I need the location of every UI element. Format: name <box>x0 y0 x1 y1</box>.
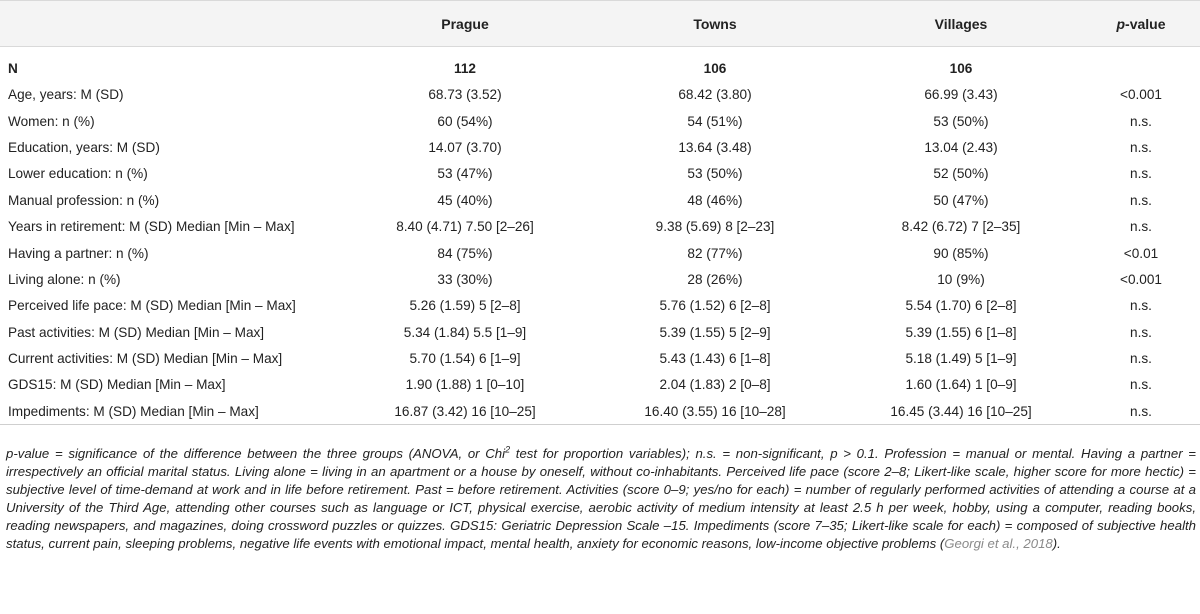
cell-prague: 60 (54%) <box>437 113 493 129</box>
table-row <box>0 82 1200 108</box>
cell-villages: 90 (85%) <box>933 245 989 261</box>
cell-towns: 16.40 (3.55) 16 [10–28] <box>590 398 840 424</box>
table-row <box>0 319 1200 345</box>
cell-towns: 5.39 (1.55) 5 [2–9] <box>659 324 771 340</box>
footnote-citation-link[interactable]: Georgi et al., 2018 <box>944 536 1053 551</box>
cell-towns: 82 (77%) <box>687 245 743 261</box>
cell-p-value: <0.01 <box>1123 245 1159 261</box>
cell-prague: 84 (75%) <box>437 245 493 261</box>
cell-prague: 1.90 (1.88) 1 [0–10] <box>405 377 525 393</box>
row-label: GDS15: M (SD) Median [Min – Max] <box>8 377 226 393</box>
cell-villages: 50 (47%) <box>933 192 989 208</box>
cell-villages: 5.54 (1.70) 6 [2–8] <box>905 298 1017 314</box>
cell-towns: 106 <box>703 60 727 76</box>
cell-p-value: n.s. <box>1130 192 1152 208</box>
cell-p-value <box>1082 47 1200 82</box>
cell-villages: 5.39 (1.55) 6 [1–8] <box>905 324 1017 340</box>
cell-p-value: n.s. <box>1130 324 1152 340</box>
cell-towns: 5.76 (1.52) 6 [2–8] <box>659 298 771 314</box>
header-p-italic: p <box>1116 15 1126 32</box>
row-label: Living alone: n (%) <box>8 271 121 287</box>
cell-villages: 16.45 (3.44) 16 [10–25] <box>840 398 1082 424</box>
table-header-row <box>0 1 1200 47</box>
footnote-part1: p-value = significance of the difference between the three groups (ANOVA, or Chi <box>6 446 506 461</box>
cell-prague: 8.40 (4.71) 7.50 [2–26] <box>396 219 534 235</box>
row-label: Impediments: M (SD) Median [Min – Max] <box>0 398 340 424</box>
row-label: Manual profession: n (%) <box>8 192 160 208</box>
table-row-n <box>0 47 1200 82</box>
cell-p-value: <0.001 <box>1120 87 1162 103</box>
table-row <box>0 134 1200 160</box>
header-p-value <box>1082 1 1200 47</box>
table-footnote <box>6 445 1196 553</box>
table-row <box>0 187 1200 213</box>
cell-towns: 5.43 (1.43) 6 [1–8] <box>659 351 771 367</box>
cell-p-value: n.s. <box>1082 398 1200 424</box>
cell-villages: 10 (9%) <box>937 271 985 287</box>
cell-villages: 1.60 (1.64) 1 [0–9] <box>905 377 1017 393</box>
cell-p-value: n.s. <box>1130 113 1152 129</box>
cell-prague: 68.73 (3.52) <box>428 87 502 103</box>
table-row <box>0 372 1200 398</box>
cell-towns: 68.42 (3.80) <box>678 87 752 103</box>
row-label: Education, years: M (SD) <box>8 139 160 155</box>
row-label: Women: n (%) <box>8 113 95 129</box>
table-row <box>0 398 1200 424</box>
cell-villages: 53 (50%) <box>933 113 989 129</box>
cell-villages: 52 (50%) <box>933 166 989 182</box>
header-towns: Towns <box>693 15 737 32</box>
cell-p-value: n.s. <box>1130 377 1152 393</box>
cell-prague: 5.34 (1.84) 5.5 [1–9] <box>403 324 527 340</box>
row-label: Having a partner: n (%) <box>8 245 149 261</box>
table-row <box>0 345 1200 371</box>
cell-villages: 66.99 (3.43) <box>924 87 998 103</box>
cell-p-value: n.s. <box>1130 139 1152 155</box>
table-row <box>0 161 1200 187</box>
table-row <box>0 108 1200 134</box>
cell-villages: 106 <box>949 60 973 76</box>
table-body <box>0 47 1200 425</box>
cell-towns: 48 (46%) <box>687 192 743 208</box>
row-label: Age, years: M (SD) <box>8 87 124 103</box>
cell-towns: 13.64 (3.48) <box>678 139 752 155</box>
cell-towns: 54 (51%) <box>687 113 743 129</box>
table-row <box>0 240 1200 266</box>
cell-p-value: <0.001 <box>1120 271 1162 287</box>
header-blank <box>0 1 340 47</box>
header-villages: Villages <box>934 15 988 32</box>
footnote-part2: test for proportion variables); n.s. = non-significant, p > 0.1. Profession = manual or mental. Having a partner = irrespectively an official marital status. Living alone = living in an apartment or a house by oneself, without co-inhabitants. Perceived life pace (score 2–8; Likert-like scale, higher score for more hectic) = subjective level of time-demand at work and in life before retirement. Past = before retirement. Activities (score 0–9; yes/no for each) = number of regularly performed activities of attending a course at a University of the Third Age, attending other courses such as language or ICT, physical exercise, aerobic activity of medium intensity at least 2.5 h per week, hobby, using a computer, reading books, reading newspapers, and magazines, doing crossword puzzles or quizzes. GDS15: Geriatric Depression Scale –15. Impediments (score 7–35; Likert-like scale for each) = composed of subjective health status, current pain, sleeping problems, negative life events with emotional impact, mental health, anxiety for economic reasons, low-income objective problems ( <box>6 446 1197 551</box>
cell-towns: 2.04 (1.83) 2 [0–8] <box>659 377 771 393</box>
cell-villages: 5.18 (1.49) 5 [1–9] <box>905 351 1017 367</box>
row-label: Perceived life pace: M (SD) Median [Min – Max] <box>8 298 296 314</box>
cell-prague: 45 (40%) <box>437 192 493 208</box>
row-label: Lower education: n (%) <box>8 166 148 182</box>
cell-prague: 33 (30%) <box>437 271 493 287</box>
row-label: Past activities: M (SD) Median [Min – Max] <box>8 324 265 340</box>
cell-prague: 53 (47%) <box>437 166 493 182</box>
cell-villages: 13.04 (2.43) <box>924 139 998 155</box>
cell-villages: 8.42 (6.72) 7 [2–35] <box>901 219 1021 235</box>
header-p-rest: -value <box>1125 15 1166 32</box>
footnote-superscript: 2 <box>505 444 511 455</box>
table-row <box>0 266 1200 292</box>
cell-towns: 28 (26%) <box>687 271 743 287</box>
cell-p-value: n.s. <box>1130 219 1152 235</box>
cell-prague: 14.07 (3.70) <box>428 139 502 155</box>
cell-prague: 16.87 (3.42) 16 [10–25] <box>340 398 590 424</box>
cell-p-value: n.s. <box>1130 166 1152 182</box>
footnote-part3: ). <box>1052 536 1061 551</box>
cell-towns: 9.38 (5.69) 8 [2–23] <box>655 219 775 235</box>
cell-p-value: n.s. <box>1130 351 1152 367</box>
table-row <box>0 293 1200 319</box>
cell-prague: 112 <box>454 60 476 76</box>
row-label: N <box>8 60 18 76</box>
row-label: Current activities: M (SD) Median [Min – Max] <box>8 351 283 367</box>
cell-towns: 53 (50%) <box>687 166 743 182</box>
cell-prague: 5.70 (1.54) 6 [1–9] <box>409 351 521 367</box>
row-label: Years in retirement: M (SD) Median [Min – Max] <box>8 219 295 235</box>
cell-prague: 5.26 (1.59) 5 [2–8] <box>409 298 521 314</box>
table-row <box>0 213 1200 239</box>
header-prague: Prague <box>441 15 489 32</box>
cell-p-value: n.s. <box>1130 298 1152 314</box>
